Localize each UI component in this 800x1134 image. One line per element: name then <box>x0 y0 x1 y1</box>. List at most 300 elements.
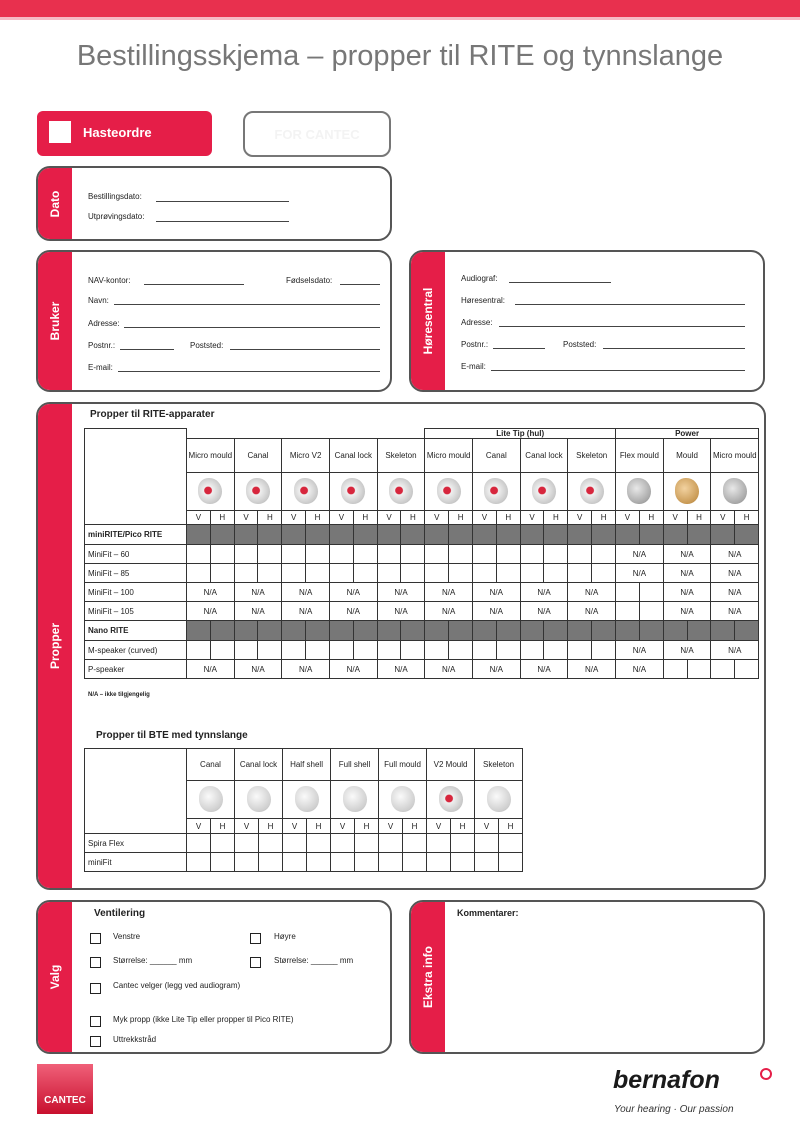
ear-plug-icon <box>439 786 463 812</box>
rapid-order-label: Hasteordre <box>83 125 152 140</box>
image-cell <box>427 781 475 819</box>
right-side-header: H <box>499 819 523 834</box>
order-cell-right[interactable] <box>592 564 616 583</box>
trial-date-field[interactable] <box>156 221 289 222</box>
left-checkbox[interactable] <box>90 933 101 944</box>
left-side-header: V <box>663 511 687 525</box>
left-side-header: V <box>568 511 592 525</box>
shaded-cell <box>353 621 377 641</box>
shaded-cell <box>568 525 592 545</box>
na-cell: N/A <box>616 545 664 564</box>
rapid-order-checkbox[interactable] <box>49 121 71 143</box>
order-cell[interactable] <box>499 853 523 872</box>
order-cell-right[interactable] <box>353 564 377 583</box>
pull-thread-label: Uttrekkstråd <box>113 1035 157 1044</box>
shaded-cell <box>234 621 258 641</box>
postnr-field[interactable] <box>120 349 174 350</box>
poststed-field[interactable] <box>230 349 380 350</box>
order-cell-left[interactable] <box>234 545 258 564</box>
shaded-cell <box>306 525 330 545</box>
horesentral-panel <box>409 250 765 392</box>
image-cell <box>283 781 331 819</box>
shaded-cell <box>639 621 663 641</box>
order-cell[interactable] <box>403 853 427 872</box>
column-name: Canal lock <box>329 439 377 473</box>
shaded-cell <box>234 525 258 545</box>
shaded-cell <box>187 525 211 545</box>
row-label: MiniFit – 85 <box>85 564 187 583</box>
right-side-header: H <box>735 511 759 525</box>
bruker-panel <box>36 250 392 392</box>
shaded-cell <box>258 621 282 641</box>
email-field[interactable] <box>118 371 380 372</box>
shaded-cell <box>210 525 234 545</box>
shaded-cell <box>258 525 282 545</box>
blank-corner <box>85 749 187 834</box>
shaded-cell <box>616 525 640 545</box>
audiograf-field[interactable] <box>509 282 611 283</box>
na-cell: N/A <box>473 583 521 602</box>
order-cell-right[interactable] <box>353 641 377 660</box>
order-cell[interactable] <box>307 853 331 872</box>
order-cell-left[interactable] <box>329 545 353 564</box>
right-side-header: H <box>210 511 234 525</box>
left-side-header: V <box>473 511 497 525</box>
shaded-cell <box>377 525 401 545</box>
na-cell: N/A <box>711 602 759 621</box>
shaded-cell <box>735 621 759 641</box>
shaded-cell <box>568 621 592 641</box>
valg-panel <box>36 900 392 1054</box>
order-cell-right[interactable] <box>306 564 330 583</box>
shaded-cell <box>210 621 234 641</box>
order-cell-right[interactable] <box>496 564 520 583</box>
address-label: Adresse: <box>88 319 120 328</box>
column-name: Canal <box>234 439 282 473</box>
centre-poststed-label: Poststed: <box>563 340 597 349</box>
order-cell-right[interactable] <box>401 545 425 564</box>
order-cell-right[interactable] <box>735 660 759 679</box>
order-cell[interactable] <box>307 834 331 853</box>
postnr-label: Postnr.: <box>88 341 116 350</box>
na-cell: N/A <box>377 583 425 602</box>
table-row <box>85 853 523 872</box>
left-side-header: V <box>331 819 355 834</box>
bte-section-title: Propper til BTE med tynnslange <box>96 730 248 741</box>
ear-plug-icon <box>723 478 747 504</box>
order-cell-left[interactable] <box>663 660 687 679</box>
order-cell-left[interactable] <box>473 545 497 564</box>
column-name: Canal <box>187 749 235 781</box>
shaded-cell <box>353 525 377 545</box>
image-row <box>85 473 759 511</box>
bernafon-logo: bernafon <box>613 1066 720 1094</box>
column-name: Micro mould <box>425 439 473 473</box>
right-side-header: H <box>401 511 425 525</box>
na-footnote: N/A – ikke tilgjengelig <box>88 692 150 698</box>
ekstra-panel <box>409 900 765 1054</box>
order-cell-left[interactable] <box>616 602 640 621</box>
shaded-cell <box>616 621 640 641</box>
order-cell[interactable] <box>331 834 355 853</box>
column-name: Mould <box>663 439 711 473</box>
propper-panel <box>36 402 766 890</box>
order-cell[interactable] <box>379 834 403 853</box>
shaded-cell <box>520 621 544 641</box>
order-cell-right[interactable] <box>639 583 663 602</box>
image-cell <box>329 473 377 511</box>
ventilation-title: Ventilering <box>94 908 146 919</box>
column-name: Micro V2 <box>282 439 330 473</box>
shaded-cell <box>687 621 711 641</box>
centre-email-label: E-mail: <box>461 362 486 371</box>
side-row <box>85 511 759 525</box>
right-side-header: H <box>259 819 283 834</box>
dato-side-label: Dato <box>38 168 72 239</box>
image-cell <box>663 473 711 511</box>
column-name-row <box>85 749 523 781</box>
ear-plug-icon <box>246 478 270 504</box>
na-cell: N/A <box>568 583 616 602</box>
column-name: V2 Mould <box>427 749 475 781</box>
order-cell[interactable] <box>475 834 499 853</box>
nav-office-label: NAV-kontor: <box>88 276 131 285</box>
na-cell: N/A <box>568 660 616 679</box>
order-cell-left[interactable] <box>616 583 640 602</box>
order-cell-right[interactable] <box>306 545 330 564</box>
column-name: Canal <box>473 439 521 473</box>
soft-plug-checkbox[interactable] <box>90 1016 101 1027</box>
order-cell[interactable] <box>451 834 475 853</box>
address-field[interactable] <box>124 327 380 328</box>
order-cell[interactable] <box>355 853 379 872</box>
name-field[interactable] <box>114 304 380 305</box>
group-header-row <box>85 429 759 439</box>
table-row <box>85 583 759 602</box>
order-cell[interactable] <box>259 853 283 872</box>
order-cell-left[interactable] <box>711 660 735 679</box>
column-name-row <box>85 439 759 473</box>
column-name: Flex mould <box>616 439 664 473</box>
image-cell <box>331 781 379 819</box>
top-red-bar <box>0 0 800 20</box>
left-side-header: V <box>379 819 403 834</box>
order-cell-left[interactable] <box>473 641 497 660</box>
order-cell-right[interactable] <box>306 641 330 660</box>
na-cell: N/A <box>616 564 664 583</box>
order-cell-left[interactable] <box>282 564 306 583</box>
na-cell: N/A <box>329 583 377 602</box>
order-cell[interactable] <box>403 834 427 853</box>
na-cell: N/A <box>473 602 521 621</box>
right-side-header: H <box>687 511 711 525</box>
left-size-checkbox[interactable] <box>90 957 101 968</box>
image-cell <box>234 473 282 511</box>
order-cell-right[interactable] <box>258 545 282 564</box>
column-name: Canal lock <box>520 439 568 473</box>
order-cell-right[interactable] <box>687 660 711 679</box>
centre-address-field[interactable] <box>499 326 745 327</box>
group-power: Power <box>616 429 759 439</box>
shaded-cell <box>735 525 759 545</box>
order-cell-left[interactable] <box>425 545 449 564</box>
order-cell[interactable] <box>427 834 451 853</box>
shaded-cell <box>520 525 544 545</box>
order-cell[interactable] <box>259 834 283 853</box>
order-cell[interactable] <box>211 834 235 853</box>
row-label: P-speaker <box>85 660 187 679</box>
row-label: miniRITE/Pico RITE <box>85 525 187 545</box>
order-cell-left[interactable] <box>520 641 544 660</box>
order-cell-left[interactable] <box>520 545 544 564</box>
order-cell-left[interactable] <box>187 545 211 564</box>
order-cell-right[interactable] <box>544 641 568 660</box>
order-cell-right[interactable] <box>353 545 377 564</box>
centre-poststed-field[interactable] <box>603 348 745 349</box>
ear-plug-icon <box>389 478 413 504</box>
row-label: M-speaker (curved) <box>85 641 187 660</box>
ekstra-side-label: Ekstra info <box>411 902 445 1052</box>
left-side-header: V <box>283 819 307 834</box>
birth-date-field[interactable] <box>340 284 380 285</box>
ear-plug-icon <box>627 478 651 504</box>
shaded-cell <box>473 525 497 545</box>
table-row <box>85 602 759 621</box>
na-cell: N/A <box>377 602 425 621</box>
order-cell-left[interactable] <box>568 564 592 583</box>
ear-plug-icon <box>294 478 318 504</box>
right-side-header: H <box>449 511 473 525</box>
order-cell-left[interactable] <box>377 545 401 564</box>
row-label: Spira Flex <box>85 834 187 853</box>
order-cell-right[interactable] <box>258 641 282 660</box>
na-cell: N/A <box>425 660 473 679</box>
order-cell-right[interactable] <box>544 564 568 583</box>
left-side-header: V <box>235 819 259 834</box>
order-cell-right[interactable] <box>496 641 520 660</box>
comments-label: Kommentarer: <box>457 908 519 918</box>
order-cell-right[interactable] <box>210 564 234 583</box>
right-size-label: Størrelse: ______ mm <box>274 956 354 965</box>
column-name: Canal lock <box>235 749 283 781</box>
row-label: Nano RITE <box>85 621 187 641</box>
na-cell: N/A <box>711 583 759 602</box>
email-label: E-mail: <box>88 363 113 372</box>
order-cell-left[interactable] <box>187 564 211 583</box>
image-cell <box>187 473 235 511</box>
order-cell-left[interactable] <box>425 641 449 660</box>
right-side-header: H <box>451 819 475 834</box>
ear-plug-icon <box>532 478 556 504</box>
order-cell-right[interactable] <box>639 602 663 621</box>
order-cell[interactable] <box>283 834 307 853</box>
soft-plug-label: Myk propp (ikke Lite Tip eller propper til Pico RITE) <box>113 1015 294 1024</box>
blank-corner <box>85 429 187 525</box>
order-cell-left[interactable] <box>377 564 401 583</box>
order-cell-right[interactable] <box>210 545 234 564</box>
order-cell-left[interactable] <box>282 641 306 660</box>
na-cell: N/A <box>282 602 330 621</box>
order-cell-left[interactable] <box>187 641 211 660</box>
right-side-header: H <box>544 511 568 525</box>
left-side-header: V <box>234 511 258 525</box>
na-cell: N/A <box>663 564 711 583</box>
na-cell: N/A <box>711 641 759 660</box>
na-cell: N/A <box>329 602 377 621</box>
cantec-choose-label: Cantec velger (legg ved audiogram) <box>113 981 241 990</box>
order-date-field[interactable] <box>156 201 289 202</box>
centre-email-field[interactable] <box>491 370 745 371</box>
cantec-choose-checkbox[interactable] <box>90 983 101 994</box>
na-cell: N/A <box>234 660 282 679</box>
shaded-cell <box>663 621 687 641</box>
left-side-header: V <box>520 511 544 525</box>
shaded-cell <box>425 621 449 641</box>
horesentral-side-label: Høresentral <box>411 252 445 390</box>
order-cell-right[interactable] <box>258 564 282 583</box>
shaded-cell <box>544 621 568 641</box>
right-label: Høyre <box>274 932 296 941</box>
shaded-cell <box>282 621 306 641</box>
order-cell[interactable] <box>235 834 259 853</box>
order-cell[interactable] <box>187 834 211 853</box>
nav-office-field[interactable] <box>144 284 244 285</box>
table-row <box>85 641 759 660</box>
name-label: Navn: <box>88 296 109 305</box>
order-cell[interactable] <box>475 853 499 872</box>
shaded-cell <box>449 621 473 641</box>
left-side-header: V <box>329 511 353 525</box>
pull-thread-checkbox[interactable] <box>90 1036 101 1047</box>
shaded-cell <box>592 621 616 641</box>
left-side-header: V <box>187 819 211 834</box>
shaded-cell <box>544 525 568 545</box>
image-cell <box>425 473 473 511</box>
ear-plug-icon <box>199 786 223 812</box>
order-cell-right[interactable] <box>592 641 616 660</box>
centre-address-label: Adresse: <box>461 318 493 327</box>
order-cell-right[interactable] <box>592 545 616 564</box>
right-checkbox[interactable] <box>250 933 261 944</box>
centre-postnr-field[interactable] <box>493 348 545 349</box>
left-side-header: V <box>282 511 306 525</box>
order-cell-left[interactable] <box>377 641 401 660</box>
shaded-cell <box>282 525 306 545</box>
centre-field[interactable] <box>515 304 745 305</box>
right-side-header: H <box>639 511 663 525</box>
centre-label: Høresentral: <box>461 296 506 305</box>
row-label: MiniFit – 100 <box>85 583 187 602</box>
right-side-header: H <box>307 819 331 834</box>
na-cell: N/A <box>520 583 568 602</box>
order-cell[interactable] <box>187 853 211 872</box>
order-cell-left[interactable] <box>425 564 449 583</box>
order-cell-left[interactable] <box>329 641 353 660</box>
na-cell: N/A <box>663 641 711 660</box>
order-cell[interactable] <box>283 853 307 872</box>
na-cell: N/A <box>663 545 711 564</box>
order-cell-right[interactable] <box>544 545 568 564</box>
centre-postnr-label: Postnr.: <box>461 340 489 349</box>
ear-plug-icon <box>437 478 461 504</box>
left-side-header: V <box>616 511 640 525</box>
order-cell-right[interactable] <box>449 641 473 660</box>
right-side-header: H <box>403 819 427 834</box>
na-cell: N/A <box>187 660 235 679</box>
order-cell[interactable] <box>355 834 379 853</box>
order-cell[interactable] <box>451 853 475 872</box>
right-side-header: H <box>306 511 330 525</box>
shaded-cell <box>401 525 425 545</box>
shaded-cell <box>187 621 211 641</box>
table-row <box>85 545 759 564</box>
order-cell-right[interactable] <box>210 641 234 660</box>
order-cell-left[interactable] <box>234 564 258 583</box>
na-cell: N/A <box>187 583 235 602</box>
shaded-cell <box>329 525 353 545</box>
order-cell-left[interactable] <box>473 564 497 583</box>
table-row <box>85 834 523 853</box>
shaded-cell <box>496 621 520 641</box>
right-size-checkbox[interactable] <box>250 957 261 968</box>
na-cell: N/A <box>520 602 568 621</box>
order-cell-left[interactable] <box>234 641 258 660</box>
order-cell-left[interactable] <box>568 545 592 564</box>
ear-plug-icon <box>341 478 365 504</box>
bernafon-logo-mark <box>760 1068 772 1080</box>
rapid-order-option[interactable] <box>37 111 212 156</box>
order-cell-right[interactable] <box>449 545 473 564</box>
order-cell[interactable] <box>379 853 403 872</box>
na-cell: N/A <box>473 660 521 679</box>
order-cell-left[interactable] <box>329 564 353 583</box>
ear-plug-icon <box>484 478 508 504</box>
poststed-label: Poststed: <box>190 341 224 350</box>
na-cell: N/A <box>711 545 759 564</box>
column-name: Micro mould <box>711 439 759 473</box>
order-cell[interactable] <box>427 853 451 872</box>
order-cell[interactable] <box>211 853 235 872</box>
order-cell-right[interactable] <box>401 641 425 660</box>
cantec-logo: CANTEC <box>37 1064 93 1114</box>
na-cell: N/A <box>282 583 330 602</box>
column-name: Full shell <box>331 749 379 781</box>
shaded-cell <box>496 525 520 545</box>
left-side-header: V <box>377 511 401 525</box>
image-cell <box>711 473 759 511</box>
order-cell[interactable] <box>331 853 355 872</box>
order-cell-left[interactable] <box>568 641 592 660</box>
order-cell[interactable] <box>499 834 523 853</box>
ear-plug-icon <box>343 786 367 812</box>
left-side-header: V <box>425 511 449 525</box>
order-cell-left[interactable] <box>520 564 544 583</box>
na-cell: N/A <box>711 564 759 583</box>
order-cell[interactable] <box>235 853 259 872</box>
column-name: Skeleton <box>377 439 425 473</box>
shaded-cell <box>329 621 353 641</box>
ear-plug-icon <box>580 478 604 504</box>
comments-field[interactable] <box>457 924 757 1048</box>
order-cell-right[interactable] <box>496 545 520 564</box>
valg-side-label: Valg <box>38 902 72 1052</box>
order-cell-right[interactable] <box>401 564 425 583</box>
order-cell-right[interactable] <box>449 564 473 583</box>
order-cell-left[interactable] <box>282 545 306 564</box>
left-label: Venstre <box>113 932 141 941</box>
ear-plug-icon <box>295 786 319 812</box>
right-side-header: H <box>211 819 235 834</box>
